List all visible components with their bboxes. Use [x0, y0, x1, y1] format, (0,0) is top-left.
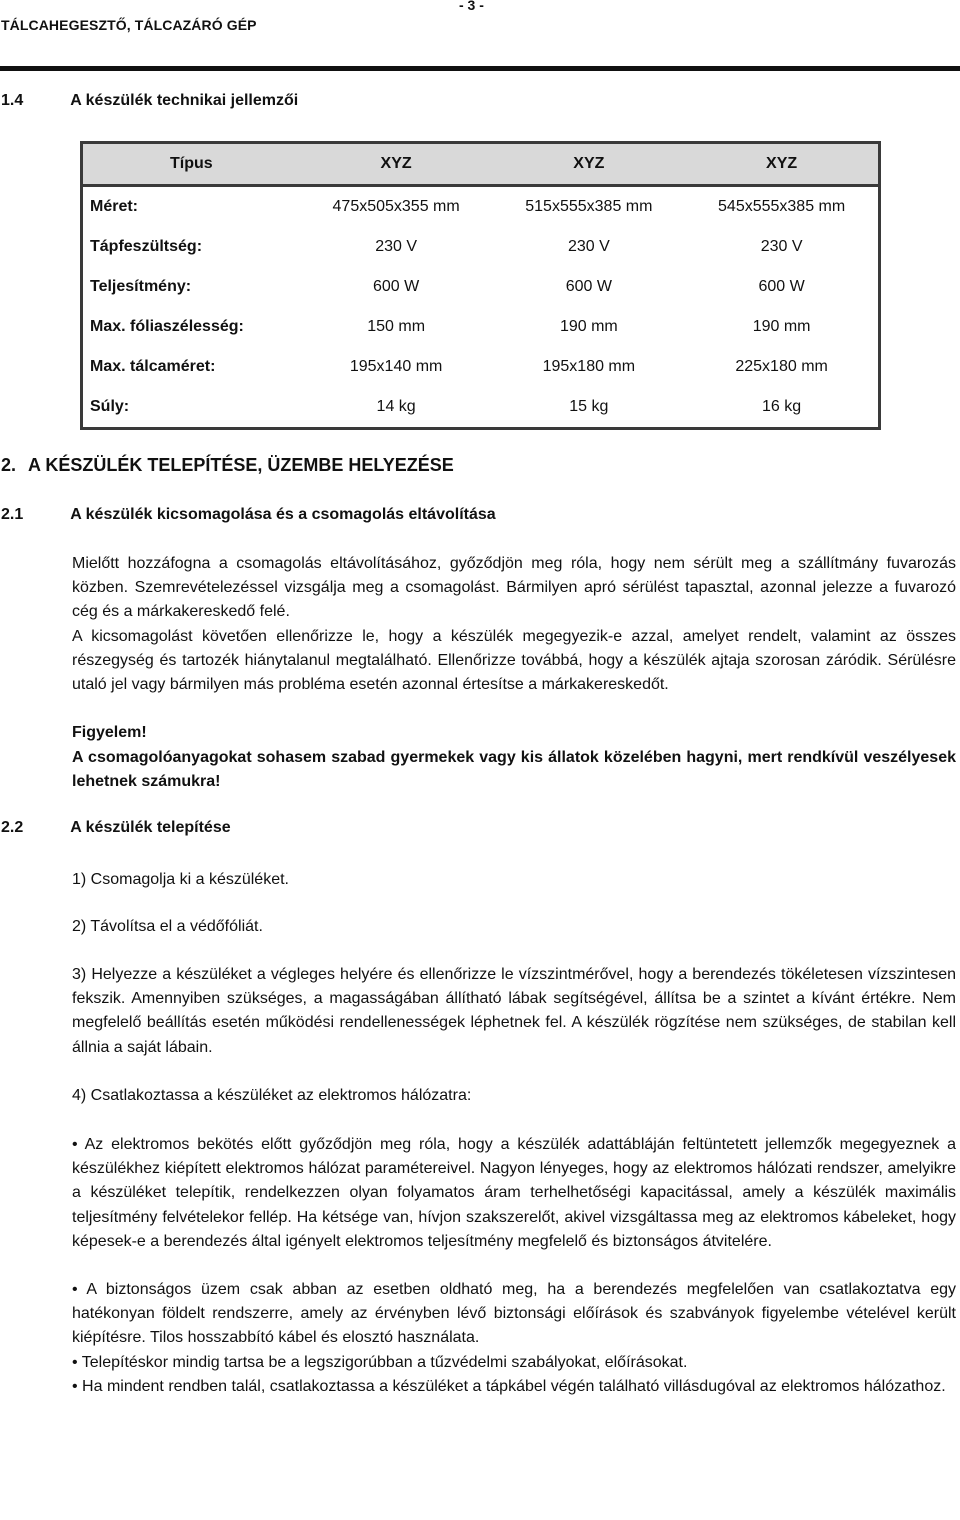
- section-title: A készülék kicsomagolása és a csomagolás eltávolítása: [70, 506, 496, 523]
- table-cell: 225x180 mm: [735, 358, 828, 375]
- table-cell: 190 mm: [752, 318, 811, 335]
- section-1-4-heading: [1, 92, 298, 110]
- install-step-3: 3) Helyezze a készüléket a végleges helyére és ellenőrizze le vízszintmérővel, hogy a berendezés tökéletesen vízszintesen fekszik. Amennyiben szükséges, a magasságában állítható lábak segítségével, állítsa be a szintet a kívánt értékre. Nem megfelelő beállítás esetén működési rendellenességek léphetnek fel. A készülék rögzítése nem szükséges, de stabilan kell állnia a saját lábain.: [72, 966, 956, 1056]
- list-item: • Telepítéskor mindig tartsa be a legszigorúbban a tűzvédelmi szabályokat, előírásokat.: [72, 1354, 688, 1371]
- unpacking-paragraph-1: Mielőtt hozzáfogna a csomagolás eltávolításához, győződjön meg róla, hogy nem sérült meg a szállítmány fuvarozás közben. Szemrevételezéssel vizsgálja meg a csomagolást. Bármilyen apró sérülést tapasztal, azonnal jelezze a fuvarozó cég és a márkakereskedő felé.: [72, 555, 956, 621]
- table-row: [82, 267, 880, 307]
- table-header-row: [82, 143, 880, 186]
- page-number: - 3 -: [459, 0, 484, 13]
- row-label: Súly:: [90, 398, 130, 415]
- table-row: [82, 387, 880, 429]
- table-cell: 600 W: [565, 278, 612, 295]
- section-number: 1.4: [1, 92, 24, 109]
- table-cell: 15 kg: [569, 398, 609, 415]
- table-cell: 230 V: [567, 238, 610, 255]
- table-cell: 150 mm: [367, 318, 426, 335]
- section-title: A készülék technikai jellemzői: [70, 92, 299, 109]
- unpacking-paragraph-2: A kicsomagolást követően ellenőrizze le, hogy a készülék megegyezik-e azzal, amelyet rendelt, valamint az összes részegység és tartozék hiánytalanul megtalálható. Ellenőrizze továbbá, hogy a készülék ajtaja szorosan záródik. Sérülésre utaló jel vagy bármilyen más probléma esetén azonnal értesítse a márkakereskedőt.: [72, 628, 956, 694]
- section-number: 2.: [1, 455, 17, 475]
- section-number: 2.1: [1, 506, 24, 523]
- section-number: 2.2: [1, 819, 24, 836]
- table-cell: 230 V: [760, 238, 803, 255]
- row-label: Max. fóliaszélesség:: [90, 318, 244, 335]
- table-row: [82, 227, 880, 267]
- row-label: Tápfeszültség:: [90, 238, 203, 255]
- document-header-title: TÁLCAHEGESZTŐ, TÁLCAZÁRÓ GÉP: [1, 17, 257, 33]
- table-cell: 16 kg: [762, 398, 802, 415]
- table-header-cell: Típus: [82, 143, 300, 186]
- list-item: • A biztonságos üzem csak abban az esetben oldható meg, ha a berendezés megfelelően van csatlakoztatva egy hatékonyan földelt rendszerre, amely az érvényben lévő biztonsági előírások és szabványok figyelembe vételével került kiépítésre. Tilos hosszabbító kábel és elosztó használata.: [72, 1281, 956, 1347]
- section-2-2-heading: [1, 819, 231, 837]
- table-cell: 515x555x385 mm: [525, 198, 653, 215]
- table-cell: 475x505x355 mm: [332, 198, 460, 215]
- table-row: [82, 347, 880, 387]
- section-2-heading: [1, 455, 454, 476]
- warning-text: A csomagolóanyagokat sohasem szabad gyermekek vagy kis állatok közelében hagyni, mert rendkívül veszélyesek lehetnek számukra!: [72, 749, 956, 791]
- table-row: [82, 307, 880, 347]
- warning-title: Figyelem!: [72, 724, 147, 741]
- section-title: A KÉSZÜLÉK TELEPÍTÉSE, ÜZEMBE HELYEZÉSE: [28, 455, 454, 475]
- table-cell: 195x180 mm: [542, 358, 636, 375]
- install-step-1: 1) Csomagolja ki a készüléket.: [72, 871, 289, 888]
- table-cell: 195x140 mm: [349, 358, 443, 375]
- section-2-1-heading: [1, 506, 496, 524]
- table-header-cell: XYZ: [300, 143, 493, 186]
- list-item: • Ha mindent rendben talál, csatlakoztassa a készüléket a tápkábel végén található villásdugóval az elektromos hálózathoz.: [72, 1378, 946, 1395]
- technical-specs-table: [80, 141, 881, 430]
- table-cell: 14 kg: [376, 398, 416, 415]
- table-header-cell: XYZ: [685, 143, 879, 186]
- row-label: Méret:: [90, 198, 139, 215]
- table-cell: 545x555x385 mm: [718, 198, 846, 215]
- table-cell: 600 W: [372, 278, 420, 295]
- section-title: A készülék telepítése: [70, 819, 231, 836]
- row-label: Max. tálcaméret:: [90, 358, 216, 375]
- row-label: Teljesítmény:: [90, 278, 192, 295]
- install-step-4: 4) Csatlakoztassa a készüléket az elektromos hálózatra:: [72, 1087, 472, 1104]
- table-row: [82, 186, 880, 228]
- table-header-cell: XYZ: [492, 143, 685, 186]
- list-item: • Az elektromos bekötés előtt győződjön meg róla, hogy a készülék adattábláján feltüntetett jellemzők megegyeznek a készülékhez kiépített elektromos hálózat paramétereivel. Nagyon lényeges, hogy az elektromos hálózati rendszer, amelyikre a készüléket telepítik, rendelkezzen olyan folyamatos áram terhelhetőségi kapacitással, amely a készülék maximális teljesítmény felvételekor fellép. Ha kétsége van, hívjon szakszerelőt, akivel vizsgáltassa meg az elektromos kábeleket, hogy képesek-e a berendezés által igényelt elektromos teljesítmény megfelelő és biztonságos átvitelére.: [72, 1136, 956, 1250]
- table-cell: 230 V: [375, 238, 418, 255]
- table-cell: 190 mm: [559, 318, 618, 335]
- install-step-2: 2) Távolítsa el a védőfóliát.: [72, 918, 263, 935]
- header-rule: [0, 66, 960, 71]
- table-cell: 600 W: [758, 278, 805, 295]
